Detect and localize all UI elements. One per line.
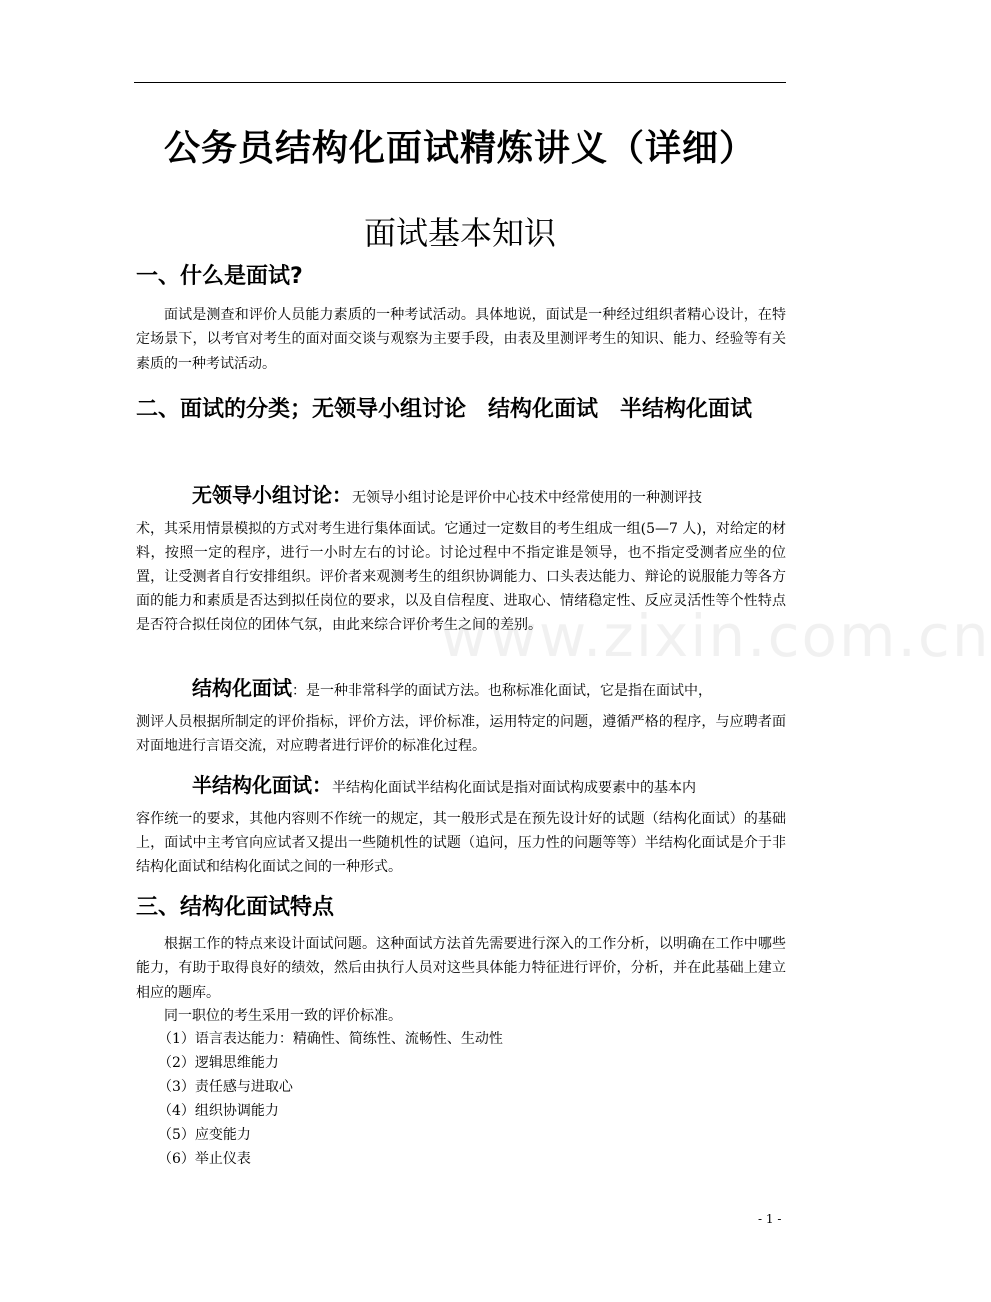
list-item: （2）逻辑思维能力 — [158, 1055, 279, 1071]
page-number: - 1 - — [758, 1212, 782, 1226]
leaderless-first-line: 无领导小组讨论是评价中心技术中经常使用的一种测评技 — [352, 490, 702, 506]
leaderless-body: 术，其采用情景模拟的方式对考生进行集体面试。它通过一定数目的考生组成一组(5—7 人)，对给定的材料，按照一定的程序，进行一小时左右的讨论。讨论过程中不指定谁是领导，也不指定受测者应坐的位置，让受测者自行安排组织。评价者来观测考生的组织协调能力、口头表达能力、辩论的说服能力等各方面的能力和素质是否达到拟任岗位的要求，以及自信程度、进取心、情绪稳定性、反应灵活性等个性特点是否符合拟任岗位的团体气氛，由此来综合评价考生之间的差别。 — [136, 521, 786, 633]
paragraph-leaderless-discussion — [136, 481, 786, 637]
semi-body: 容作统一的要求，其他内容则不作统一的规定，其一般形式是在预先设计好的试题（结构化面试）的基础上，面试中主考官向应试者又提出一些随机性的试题（追问，压力性的问题等等）半结构化面试是介于非结构化面试和结构化面试之间的一种形式。 — [136, 811, 786, 875]
list-item: （5）应变能力 — [158, 1127, 251, 1143]
list-item: （4）组织协调能力 — [158, 1103, 279, 1119]
heading-what-is-interview: 一、什么是面试? — [136, 264, 303, 289]
list-item: （6）举止仪表 — [158, 1151, 251, 1167]
watermark: www.zixin.com.cn — [440, 602, 991, 670]
section-title: 面试基本知识 — [363, 214, 556, 252]
label-structured-interview: 结构化面试 — [192, 676, 292, 700]
paragraph-uniform-standard: 同一职位的考生采用一致的评价标准。 — [164, 1008, 402, 1024]
paragraph-structured-features: 根据工作的特点来设计面试问题。这种面试方法首先需要进行深入的工作分析，以明确在工作中哪些能力，有助于取得良好的绩效，然后由执行人员对这些具体能力特征进行评价，分析，并在此基础上建立相应的题库。 — [136, 936, 786, 1001]
header-rule — [134, 82, 786, 83]
structured-first-line: ：是一种非常科学的面试方法。也称标准化面试，它是指在面试中， — [292, 683, 712, 699]
list-item: （3）责任感与进取心 — [158, 1079, 293, 1095]
label-semi-structured-interview: 半结构化面试： — [192, 773, 332, 797]
paragraph-semi-structured-interview — [136, 771, 786, 879]
structured-body: 测评人员根据所制定的评价指标，评价方法，评价标准，运用特定的问题，遵循严格的程序，与应聘者面对面地进行言语交流，对应聘者进行评价的标准化过程。 — [136, 714, 786, 754]
heading-structured-features: 三、结构化面试特点 — [136, 895, 335, 920]
semi-first-line: 半结构化面试半结构化面试是指对面试构成要素中的基本内 — [332, 780, 696, 796]
list-item: （1）语言表达能力：精确性、简练性、流畅性、生动性 — [158, 1031, 503, 1047]
document-title: 公务员结构化面试精炼讲义（详细） — [163, 128, 756, 169]
paragraph-structured-interview — [136, 674, 786, 758]
heading-interview-types: 二、面试的分类；无领导小组讨论 结构化面试 半结构化面试 — [136, 397, 753, 422]
label-leaderless-discussion: 无领导小组讨论： — [192, 483, 352, 507]
paragraph-interview-definition: 面试是测查和评价人员能力素质的一种考试活动。具体地说，面试是一种经过组织者精心设计，在特定场景下，以考官对考生的面对面交谈与观察为主要手段，由表及里测评考生的知识、能力、经验等有关素质的一种考试活动。 — [136, 307, 786, 372]
